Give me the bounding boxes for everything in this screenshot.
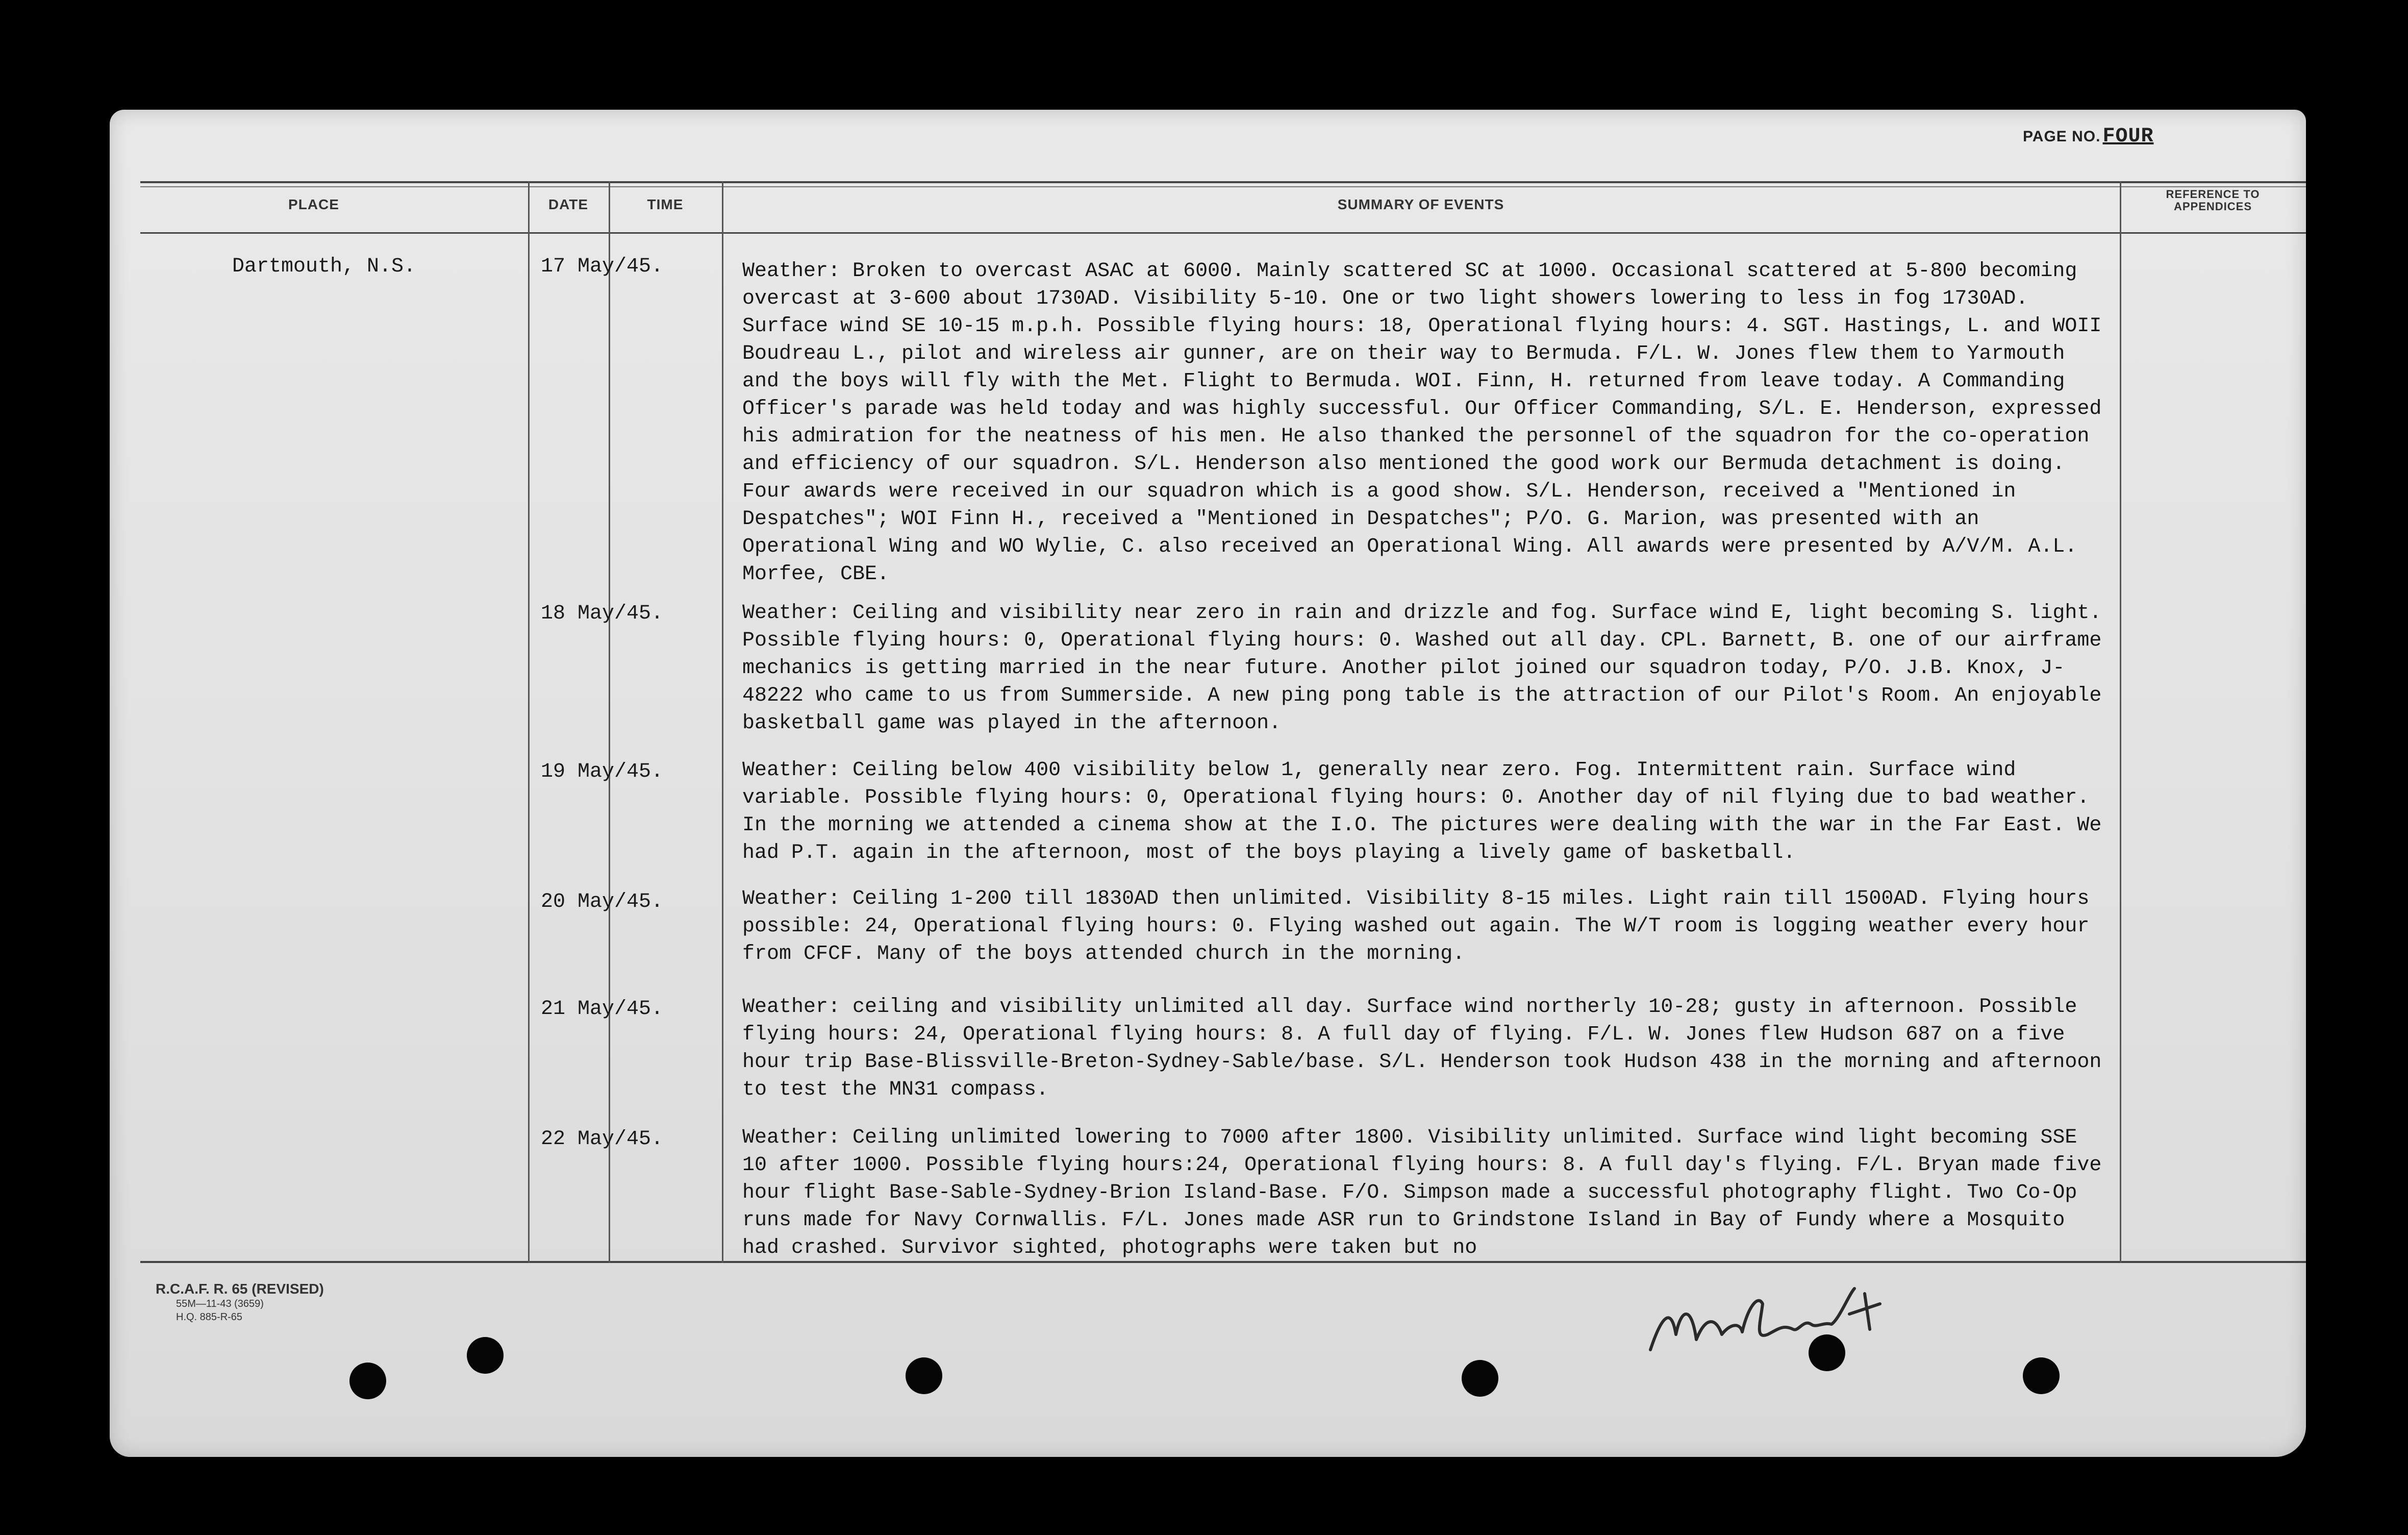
entry-date: 21 May/45. <box>541 998 664 1021</box>
signature-mark <box>1640 1273 1905 1375</box>
column-divider-place-date <box>528 181 530 1263</box>
header-place: PLACE <box>288 196 339 212</box>
form-print-code: 55M—11-43 (3659) <box>176 1298 264 1309</box>
entry-date: 20 May/45. <box>541 890 664 913</box>
binder-hole <box>467 1337 504 1374</box>
header-reference: REFERENCE TO APPENDICES <box>2166 188 2260 213</box>
header-bottom-rule <box>140 232 2306 234</box>
header-summary: SUMMARY OF EVENTS <box>1337 196 1504 212</box>
binder-hole <box>1809 1334 1845 1371</box>
entry-date: 18 May/45. <box>541 602 664 625</box>
binder-hole <box>1462 1360 1498 1397</box>
page-number-value: FOUR <box>2102 125 2154 148</box>
entry-date: 17 May/45. <box>541 255 664 278</box>
binder-hole <box>906 1357 942 1394</box>
entry-date: 19 May/45. <box>541 760 664 783</box>
column-divider-date-time <box>609 181 610 1263</box>
entry-text: Weather: Ceiling and visibility near zero in rain and drizzle and fog. Surface wind E, light becoming S. light. Possible flying hours: 0, Operational flying hours: 0. Washed out all day. CPL. Barnett, B. one of our airframe mechanics is getting married in the near future. Another pilot joined our squadron today, P/O. J.B. Knox, J-48222 who came to us from Summerside. A new ping pong table is the attraction of our Pilot's Room. An enjoyable basketball game was played in the afternoon. <box>742 602 2114 735</box>
table-top-rule-2 <box>140 186 2306 187</box>
entry-text: Weather: Broken to overcast ASAC at 6000. Mainly scattered SC at 1000. Occasional scattered at 5-800 becoming overcast at 3-600 about 1730AD. Visibility 5-10. One or two light showers lowering to less in fog 1730AD. Surface wind SE 10-15 m.p.h. Possible flying hours: 18, Operational flying hours: 4. SGT. Hastings, L. and WOII Boudreau L., pilot and wireless air gunner, are on their way to Bermuda. F/L. W. Jones flew them to Yarmouth and the boys will fly with the Met. Flight to Bermuda. WOI. Finn, H. returned from leave today. A Commanding Officer's parade was held today and was highly successful. Our Officer Commanding, S/L. E. Henderson, expressed his admiration for the neatness of his men. He also thanked the personnel of the squadron for the co-operation and efficiency of our squadron. S/L. Henderson also mentioned the good work our Bermuda detachment is doing. Four awards were received in our squadron which is a good show. S/L. Henderson, received a "Mentioned in Despatches"; WOI Finn H., received a "Mentioned in Despatches"; P/O. G. Marion, was presented with an Operational Wing and WO Wylie, C. also received an Operational Wing. All awards were presented by A/V/M. A.L. Morfee, CBE. <box>742 260 2114 586</box>
page-number-label: PAGE NO. <box>2023 128 2101 145</box>
header-time: TIME <box>647 196 684 212</box>
place-cell: Dartmouth, N.S. <box>232 255 416 278</box>
document-sheet <box>110 110 2306 1457</box>
entry-date: 22 May/45. <box>541 1128 664 1151</box>
entry-text: Weather: Ceiling below 400 visibility below 1, generally near zero. Fog. Intermittent rain. Surface wind variable. Possible flying hours: 0, Operational flying hours: 0. Another day of nil flying due to bad weather. In the morning we attended a cinema show at the I.O. The pictures were dealing with the war in the Far East. We had P.T. again in the afternoon, most of the boys playing a lively game of basketball. <box>742 759 2114 864</box>
binder-hole <box>2023 1357 2060 1394</box>
entry-text: Weather: Ceiling unlimited lowering to 7000 after 1800. Visibility unlimited. Surface wind light becoming SSE 10 after 1000. Possible flying hours:24, Operational flying hours: 8. A full day's flying. F/L. Bryan made five hour flight Base-Sable-Sydney-Brion Island-Base. F/O. Simpson made a successful photography flight. Two Co-Op runs made for Navy Cornwallis. F/L. Jones made ASR run to Grindstone Island in Bay of Fundy where a Mosquito had crashed. Survivor sighted, photographs were taken but no <box>742 1126 2114 1259</box>
column-divider-summary-reference <box>2120 181 2121 1263</box>
form-number: R.C.A.F. R. 65 (REVISED) <box>156 1281 324 1297</box>
summary-table <box>140 181 2306 1263</box>
form-hq-code: H.Q. 885-R-65 <box>176 1311 243 1323</box>
column-divider-time-summary <box>722 181 723 1263</box>
entry-text: Weather: ceiling and visibility unlimited all day. Surface wind northerly 10-28; gusty in afternoon. Possible flying hours: 24, Operational flying hours: 8. A full day of flying. F/L. W. Jones flew Hudson 687 on a five hour trip Base-Blissville-Breton-Sydney-Sable/base. S/L. Henderson took Hudson 438 in the morning and afternoon to test the MN31 compass. <box>742 996 2114 1101</box>
table-top-rule <box>140 181 2306 183</box>
entry-text: Weather: Ceiling 1-200 till 1830AD then unlimited. Visibility 8-15 miles. Light rain till 1500AD. Flying hours possible: 24, Operational flying hours: 0. Flying washed out again. The W/T room is logging weather every hour from CFCF. Many of the boys attended church in the morning. <box>742 887 2102 965</box>
page-number <box>2023 125 2153 148</box>
header-date: DATE <box>548 196 589 212</box>
binder-hole <box>349 1363 386 1399</box>
form-reference <box>156 1281 324 1324</box>
